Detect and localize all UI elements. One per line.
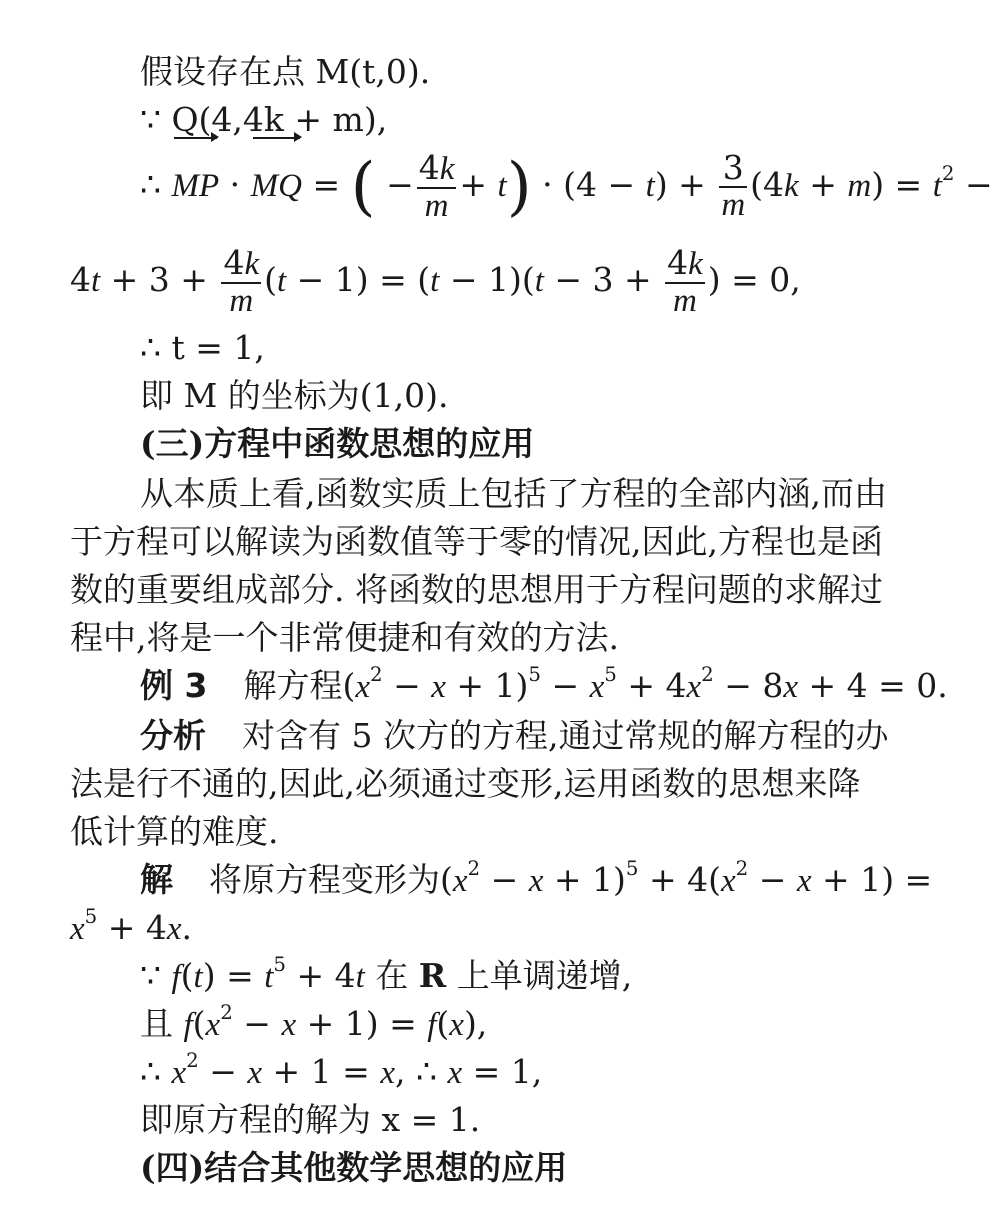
analysis-line-2 [0, 760, 1000, 808]
paragraph-text-3: 数的重要组成部分. 将函数的思想用于方程问题的求解过 [70, 570, 883, 609]
because-q-coordinates: ∵ Q(4,4k + m), [140, 100, 388, 139]
dot-product-formula: ∴ MP · MQ = ( − $\frac{4k}{m}$ + t) · (4 − t) + $\frac{3}{m}$ $(4k + m) = t^2$ − [0, 140, 1000, 230]
text-line-t-equals-1 [0, 324, 1000, 372]
analysis-label: 分析 [140, 716, 206, 755]
assume-point-m: 假设存在点 M(t,0). [140, 52, 431, 91]
solution-line-4: 且 $f(x^2 - x + 1) = f(x)$, [140, 1001, 488, 1043]
solution-label: 解 [140, 860, 173, 899]
analysis-text-3: 低计算的难度. [70, 812, 279, 851]
text-line-1 [0, 48, 1000, 96]
example-3-label: 例 3 [140, 666, 208, 705]
paragraph-text-1: 从本质上看,函数实质上包括了方程的全部内涵,而由 [140, 474, 887, 513]
solution-line-3: ∵ $f(t) = t^5 + 4t$ 在 R 上单调递增, [140, 953, 633, 995]
solution-line-1: 解 将原方程变形为$(x^2 - x + 1)^5 + 4(x^2 - x + 1)$ = [140, 857, 933, 899]
section-heading-3 [0, 420, 1000, 468]
solution-line-5: ∴ $x^2 - x + 1 = x$, ∴ x = 1, [140, 1049, 543, 1091]
solution-answer: 即原方程的解为 x = 1. [140, 1100, 481, 1139]
paragraph-line-1 [0, 470, 1000, 518]
dot-product-continuation: 4t + 3 + $\frac{4k}{m}$ (t − 1) = (t − 1)(t − 3 + $\frac{4k}{m}$ ) = 0, [70, 242, 801, 319]
paragraph-line-2 [0, 518, 1000, 566]
paragraph-text-2: 于方程可以解读为函数值等于零的情况,因此,方程也是函 [70, 522, 883, 561]
analysis-text: 对含有 5 次方的方程,通过常规的解方程的办 [242, 716, 889, 755]
paragraph-text-4: 程中,将是一个非常便捷和有效的方法. [70, 618, 619, 657]
heading-function-in-equation: (三)方程中函数思想的应用 [140, 424, 535, 463]
solution-line-6 [0, 1096, 1000, 1144]
solution-line-2: $x^5 + 4x$. [70, 905, 193, 947]
heading-other-math-ideas: (四)结合其他数学思想的应用 [140, 1148, 568, 1187]
paragraph-line-4 [0, 614, 1000, 662]
text-line-2 [0, 96, 1000, 144]
analysis-text-2: 法是行不通的,因此,必须通过变形,运用函数的思想来降 [70, 764, 861, 803]
section-heading-4 [0, 1144, 1000, 1192]
t-equals-one: ∴ t = 1, [140, 328, 265, 367]
analysis-line-1 [0, 712, 1000, 760]
analysis-line-3 [0, 808, 1000, 856]
example-3-line: 例 3 解方程$(x^2 - x + 1)^5 - x^5 + 4x^2 - 8x + 4 = 0$. [140, 663, 948, 705]
m-coordinates: 即 M 的坐标为(1,0). [140, 376, 449, 415]
paragraph-line-3 [0, 566, 1000, 614]
text-line-m-coordinates [0, 372, 1000, 420]
